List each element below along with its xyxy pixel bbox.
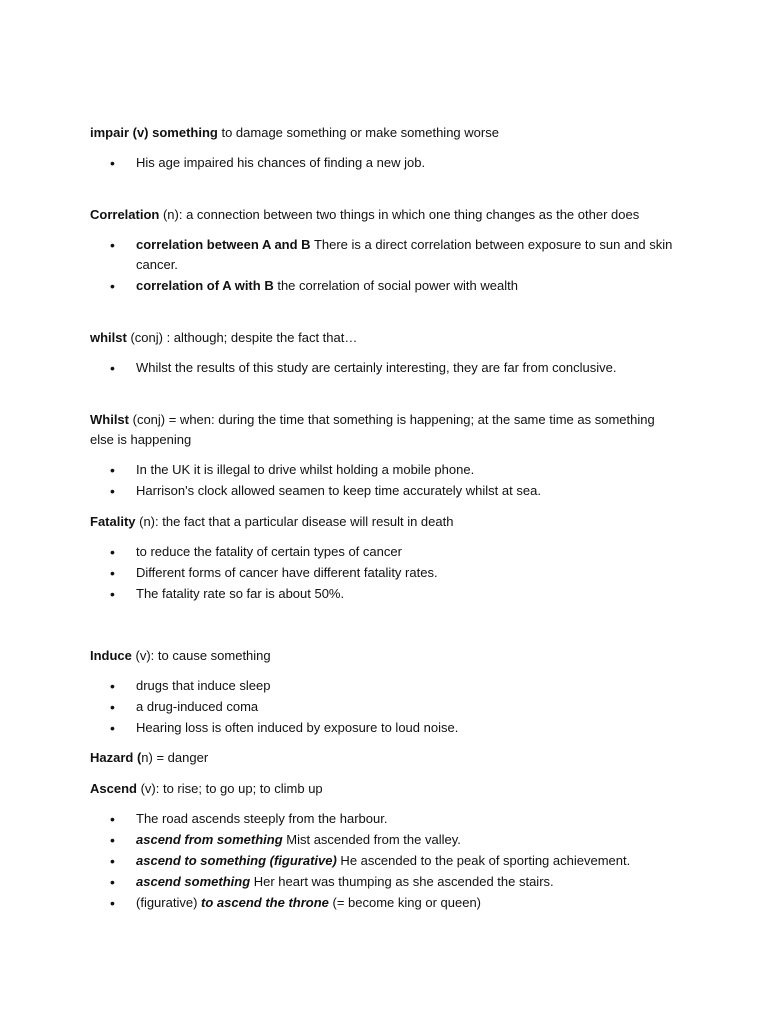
entry-heading	[90, 646, 680, 666]
example-text: Mist ascended from the valley.	[282, 832, 461, 847]
example-text: His age impaired his chances of finding a new job.	[136, 155, 426, 170]
entry-fatality	[90, 512, 680, 605]
example-item	[90, 676, 680, 696]
example-item	[90, 460, 680, 480]
example-item	[90, 830, 680, 850]
example-text: to reduce the fatality of certain types of cancer	[136, 544, 402, 559]
entry-term: Hazard (	[90, 750, 142, 765]
entry-term: impair (v) something	[90, 125, 218, 140]
example-text: In the UK it is illegal to drive whilst holding a mobile phone.	[136, 462, 475, 477]
entry-term: Whilst	[90, 412, 129, 427]
entry-heading	[90, 328, 680, 348]
entry-definition: to damage something or make something worse	[217, 125, 499, 140]
example-text: Different forms of cancer have different fatality rates.	[136, 565, 438, 580]
example-text: The fatality rate so far is about 50%.	[136, 586, 345, 601]
example-text: (= become king or queen)	[328, 895, 482, 910]
entry-term: Induce	[90, 648, 132, 663]
entry-heading	[90, 123, 680, 143]
example-list	[90, 153, 680, 173]
entry-ascend	[90, 779, 680, 914]
entry-whilst-although	[90, 328, 680, 379]
entry-definition: (conj) : although; despite the fact that…	[126, 330, 358, 345]
entry-term: Ascend	[90, 781, 137, 796]
example-item	[90, 563, 680, 583]
example-item	[90, 276, 680, 296]
example-item	[90, 872, 680, 892]
entry-term: Fatality	[90, 514, 136, 529]
example-text: There is a direct correlation between exposure to sun and skin cancer.	[136, 237, 673, 272]
entry-heading	[90, 512, 680, 532]
example-text: drugs that induce sleep	[136, 678, 271, 693]
example-list	[90, 358, 680, 378]
example-lead: ascend something	[136, 874, 251, 889]
entry-definition: (n): a connection between two things in which one thing changes as the other does	[159, 207, 640, 222]
entry-impair	[90, 123, 680, 174]
example-list	[90, 542, 680, 604]
example-text: Whilst the results of this study are certainly interesting, they are far from conclusive.	[136, 360, 617, 375]
example-lead: correlation between A and B	[136, 237, 311, 252]
example-item	[90, 584, 680, 604]
entry-correlation	[90, 205, 680, 297]
example-text: He ascended to the peak of sporting achievement.	[336, 853, 631, 868]
example-text: the correlation of social power with wealth	[273, 278, 518, 293]
example-item	[90, 235, 680, 275]
example-text: a drug-induced coma	[136, 699, 259, 714]
example-lead: ascend to something (figurative)	[136, 853, 337, 868]
example-list	[90, 809, 680, 913]
entry-definition: (v): to cause something	[131, 648, 271, 663]
entry-definition: (v): to rise; to go up; to climb up	[136, 781, 323, 796]
example-list	[90, 235, 680, 296]
entry-whilst-when	[90, 410, 680, 502]
entry-definition: (conj) = when: during the time that something is happening; at the same time as something else is happening	[90, 412, 655, 447]
entry-definition: n) = danger	[141, 750, 209, 765]
example-text: Hearing loss is often induced by exposure to loud noise.	[136, 720, 459, 735]
example-lead: correlation of A with B	[136, 278, 274, 293]
example-item	[90, 481, 680, 501]
entry-definition: (n): the fact that a particular disease will result in death	[135, 514, 454, 529]
example-item	[90, 893, 680, 913]
example-item	[90, 358, 680, 378]
example-list	[90, 460, 680, 501]
example-item	[90, 542, 680, 562]
example-text: Her heart was thumping as she ascended the stairs.	[250, 874, 554, 889]
example-lead: ascend from something	[136, 832, 283, 847]
example-text: Harrison's clock allowed seamen to keep time accurately whilst at sea.	[136, 483, 541, 498]
entry-heading	[90, 410, 680, 450]
example-list	[90, 676, 680, 738]
example-lead: to ascend the throne	[201, 895, 329, 910]
example-prefix: (figurative)	[136, 895, 202, 910]
entry-induce	[90, 646, 680, 739]
entry-heading	[90, 205, 680, 225]
example-item	[90, 851, 680, 871]
example-item	[90, 153, 680, 173]
entry-term: whilst	[90, 330, 127, 345]
example-item	[90, 809, 680, 829]
example-item	[90, 697, 680, 717]
entry-heading	[90, 748, 680, 768]
entry-hazard	[90, 748, 680, 768]
example-text: The road ascends steeply from the harbour.	[136, 811, 388, 826]
example-item	[90, 718, 680, 738]
entry-term: Correlation	[90, 207, 160, 222]
entry-heading	[90, 779, 680, 799]
